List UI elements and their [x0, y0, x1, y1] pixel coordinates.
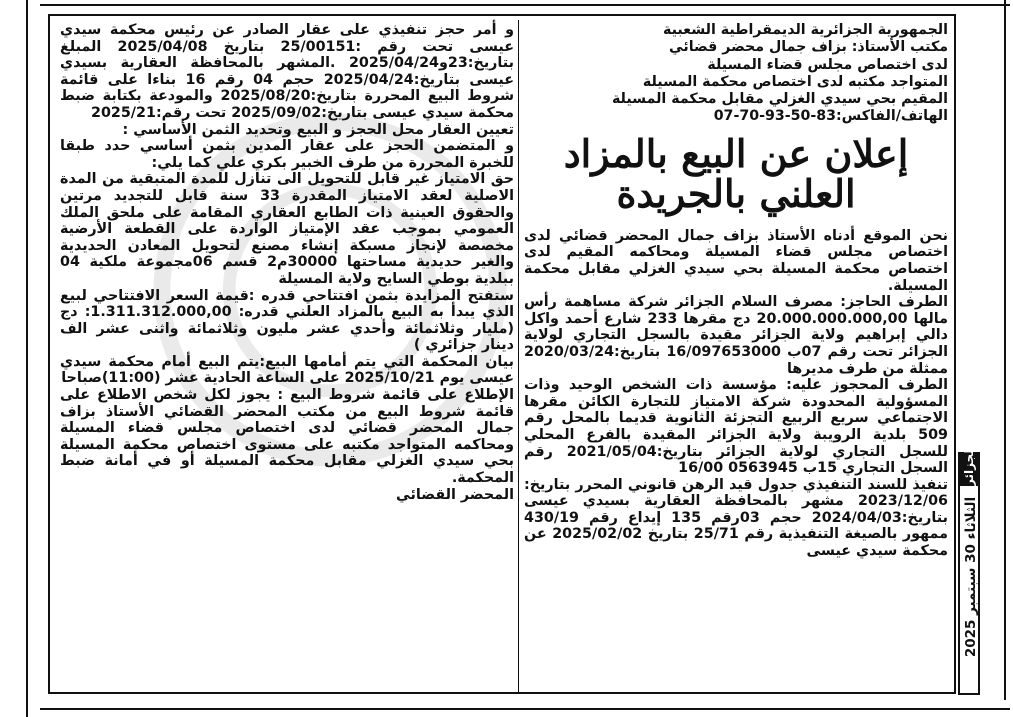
intro-paragraph: نحن الموقع أدناه الأستاذ بزاف جمال المحضر قضائي لدى اختصاص مجلس قضاء المسيلة ومحاكمه المقيم لدى اختصاص محكمة المسيلة بحي سيدي الغزلي مقابل محكمة المسيلة.: [524, 227, 948, 294]
issuer-header: [524, 22, 948, 126]
property-heading: تعيين العقار محل الحجز و البيع وتحديد الثمن الأساسي :: [122, 121, 514, 138]
header-line: الجمهورية الجزائرية الديمقراطية الشعبية: [663, 22, 948, 38]
top-rule: [40, 4, 1010, 6]
header-line: المقيم بحي سيدي الغزلي مقابل محكمة المسيلة: [611, 91, 948, 108]
right-column: [524, 22, 948, 560]
header-line: المتواجد مكتبه لدى اختصاص محكمة المسيلة: [642, 73, 948, 90]
date-side-tab: [958, 460, 980, 695]
header-line: لدى اختصاص مجلس قضاء المسيلة: [707, 56, 948, 73]
enforcement-title-paragraph: تنفيذ للسند التنفيذي جدول قيد الرهن قانوني المحرر بتاريخ: 2023/12/06 مشهر بالمحافظة العقارية بسيدي عيسى بتاريخ:2024/04/03 حجم 03رقم 135 إيداع رقم 430/19 ممهور بالصيغة التنفيذية رقم 25/71 بتاريخ 2025/02/02 عن محكمة سيدي عيسى: [524, 476, 948, 560]
opening-price-paragraph: ستفتح المزايدة بثمن افتتاحي قدره :قيمة السعر الافتتاحي لبيع الذي يبدأ به البيع بالمزاد العلني قدره: 1.311.312.000,00: دج (مليار وثلاثمائة وأحدي عشر مليون وثلاثمائة واثنى عشر الف دينار جزائري ): [60, 287, 514, 354]
page-edge-right: [1004, 0, 1006, 700]
seizing-party-paragraph: الطرف الحاجز: مصرف السلام الجزائر شركة مساهمة رأس مالها 20.000.000.000,00 دج مقرها 233 شارع أحمد واكل دالي إبراهيم ولاية الجزائر مقيدة بالسجل التجاري لولاية الجزائر تحت رقم 07ب 16/097653000 بتاريخ:2020/03/24 ممثلة من طرف مديرها: [524, 294, 948, 377]
column-divider: [518, 20, 519, 692]
issue-date: الثلاثاء 30 سبتمبر 2025: [963, 496, 979, 658]
left-column: [60, 22, 514, 503]
property-description-paragraph: حق الامتياز غير قابل للتحويل الى تنازل للمدة المتبقية من المدة الاصلية لعقد الامتياز المقدرة 33 سنة قابل للتجديد مرتين والحقوق العينية ذات الطابع العقاري المقامة على ملحق الملك العمومي بموجب عقد الإمتياز الواردة على القطعة الأرضية مخصصة لإنجاز مسبكة إنشاء مصنع لتحويل المعادن الحديدية والغير حديدية مساحتها 30000م2 قسم 06مجموعة ملكية 04 ببلدية بوطي السايح ولاية المسيلة: [60, 171, 514, 287]
header-line: الهاتف/الفاكس:83-50-93-70-07: [713, 108, 948, 125]
sale-court-paragraph: بيان المحكمة التي يتم أمامها البيع:يتم البيع أمام محكمة سيدي عيسى يوم 2025/10/21 على الساعة الحادية عشر (11:00)صباحا: [60, 353, 514, 387]
signature-line: المحضر القضائي: [396, 486, 514, 503]
base-price-paragraph: و المتضمن الحجز على عقار المدين بثمن أساسي حدد طبقا للخبرة المحررة من طرف الخبير بكري علي كما يلي:: [60, 138, 514, 171]
newspaper-name: الجزائر: [962, 445, 976, 486]
seizure-order-paragraph: و أمر حجز تنفيذي على عقار الصادر عن رئيس محكمة سيدي عيسى تحت رقم :25/00151 بتاريخ 2025/04/08 المبلغ بتاريخ:23و2025/04/24 .المشهر بالمحافظة العقارية بسيدي عيسى بتاريخ:2025/04/24 حجم 04 رقم 16 بناءا على قائمة شروط البيع المحررة بتاريخ:2025/08/20 والمودعة بكتابة ضبط محكمة سيدي عيسى بتاريخ:2025/09/02 تحت رقم:2025/21: [60, 22, 514, 121]
notice-headline: إعلان عن البيع بالمزاد العلني بالجريدة: [563, 130, 909, 216]
seized-party-paragraph: الطرف المحجوز عليه: مؤسسة ذات الشخص الوحيد وذات المسؤولية المحدودة شركة الامتياز للتجارة الكائن مقرها الاجتماعي سريع الربيع التجزئة الثانوية قديما بالمحل رقم 509 بلدية الرويبة ولاية الجزائر المقيدة بالفرع المحلي للسجل التجاري لولاية الجزائر بتاريخ:2021/05/04 رقم السجل التجاري 15ب 0563945 16/00: [524, 377, 948, 477]
page-edge-left: [20, 0, 28, 717]
conditions-paragraph: الإطلاع على قائمة شروط البيع : يجوز لكل شخص الاطلاع على قائمة شروط البيع من مكتب المحضر القضائي الأستاذ بزاف جمال المحضر قضائي لدى اختصاص مجلس قضاء المسيلة ومحاكمه المتواجد مكتبه على مستوى اختصاص محكمة المسيلة بحي سيدي الغزلي مقابل محكمة المسيلة أو في أمانة ضبط المحكمة.: [60, 387, 514, 487]
header-line: مكتب الأستاذ: بزاف جمال محضر قضائي: [669, 39, 948, 56]
newspaper-badge: [958, 445, 980, 486]
bottom-rule: [40, 708, 1010, 710]
